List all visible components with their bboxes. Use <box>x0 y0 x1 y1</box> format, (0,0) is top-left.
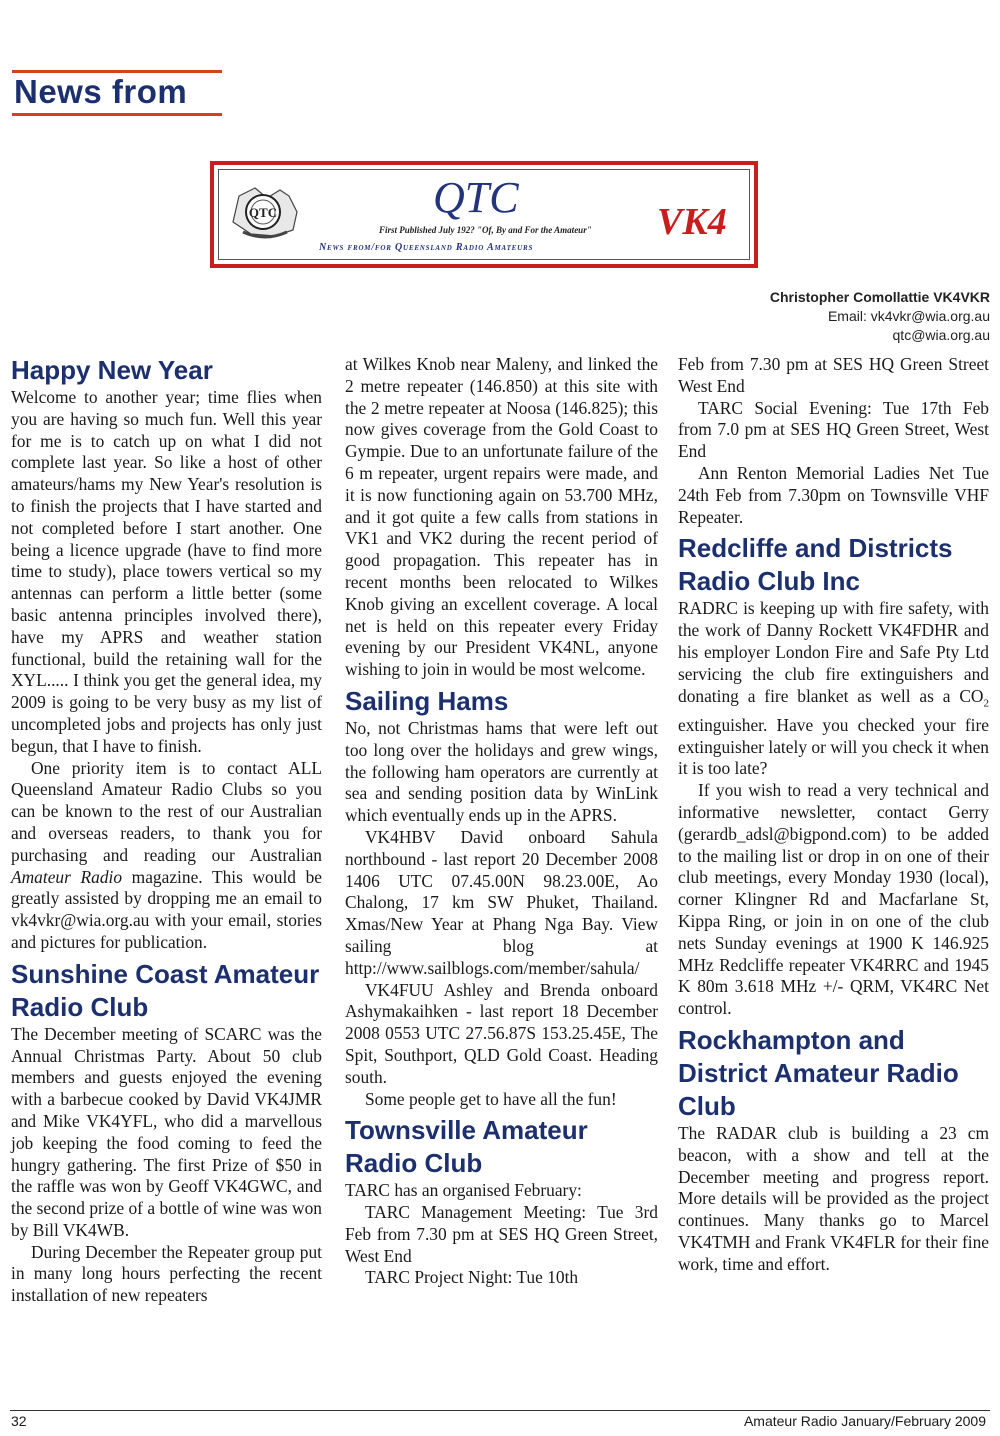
byline <box>770 288 990 345</box>
svg-text:QTC: QTC <box>248 205 278 220</box>
paragraph: VK4FUU Ashley and Brenda onboard Ashymakaihken - last report 18 December 2008 0553 UTC 27.56.87S 153.25.45E, The Spit, Southport, QLD Gold Coast. Heading south. <box>345 979 658 1087</box>
page-number: 32 <box>11 1413 27 1429</box>
heading-rockhampton: Rockhampton and District Amateur Radio Club <box>678 1024 959 1121</box>
paragraph: TARC has an organised February: <box>345 1180 582 1201</box>
heading-happy-new-year: Happy New Year <box>11 355 213 385</box>
paragraph: TARC Management Meeting: Tue 3rd Feb from 7.30 pm at SES HQ Green Street, West End <box>345 1202 658 1266</box>
paragraph: If you wish to read a very technical and informative newsletter, contact Gerry (gerardb_adsl@bigpond.com) to be added to the mailing list or drop in on one of their club meetings, every Monday 1930 (local), corner Klingner Rd and Macfarlane St, Kippa Ring, or join in on one of the club nets Sunday evenings at 1900 K 146.925 MHz Redcliffe repeater VK4RRC and 1945 K 80m 3.618 MHz +/- QRM, VK4RC Net control. <box>678 780 989 1019</box>
column-1 <box>11 354 322 1308</box>
paragraph: The December meeting of SCARC was the Annual Christmas Party. About 50 club members and guests enjoyed the evening with a barbecue cooked by David VK4JMR and Mike VK4YFL, who did a marvellous job keeping the food coming to feed the hungry gathering. The first Prize of $50 in the raffle was won by Geoff VK4GWC, and the second prize of a bottle of wine was won by Bill VK4WB. <box>11 1023 322 1240</box>
qtc-tagline: First Published July 192? "Of, By and For the Amateur" <box>379 225 592 235</box>
paragraph: The RADAR club is building a 23 cm beacon, with a show and tell at the December meeting and progress report. More details will be provided as the project continues. Many thanks go to Marcel VK4TMH and Frank VK4FLR for their fine work, time and effort. <box>678 1122 989 1274</box>
header-rule-bottom <box>12 113 222 116</box>
footer-rule <box>10 1410 990 1411</box>
magazine-issue: Amateur Radio January/February 2009 <box>743 1413 986 1429</box>
paragraph: Some people get to have all the fun! <box>365 1088 617 1109</box>
paragraph: TARC Project Night: Tue 10th <box>365 1267 579 1288</box>
paragraph: RADRC is keeping up with fire safety, with the work of Danny Rockett VK4FDHR and his employer London Fire and Safe Pty Ltd servicing the club fire extinguishers and donating a fire blanket as well as a $CO_2$ extinguisher. Have you checked your fire extinguisher lately or will you check it when it is too late? <box>678 598 989 779</box>
qtc-subtitle: News from/for Queensland Radio Amateurs <box>319 242 534 253</box>
paragraph: at Wilkes Knob near Maleny, and linked the 2 metre repeater (146.850) at this site with the 2 metre repeater at Noosa (146.825); this now gives coverage from the Gold Coast to Gympie. Due to an unfortunate failure of the 6 m repeater, urgent repairs were made, and it is now functioning again on 53.700 MHz, and it got quite a few calls from stations in VK1 and VK2 during the recent period of good propagation. This repeater has in recent months been relocated to Wilkes Knob giving an excellent coverage. A local net is held on this repeater every Friday evening by our President VK4NL, anyone wishing to join in would be most welcome. <box>345 354 658 680</box>
paragraph: Feb from 7.30 pm at SES HQ Green Street West End <box>678 354 989 396</box>
byline-email: Email: vk4vkr@wia.org.au <box>827 308 990 324</box>
paragraph: One priority item is to contact ALL Queensland Amateur Radio Clubs so you can be known to the rest of our Australian and overseas readers, to thank you for purchasing and reading our Australian Amateur Radio magazine. This would be greatly assisted by dropping me an email to vk4vkr@wia.org.au with your email, stories and pictures for publication. <box>11 757 323 952</box>
heading-townsville: Townsville Amateur Radio Club <box>345 1115 588 1179</box>
paragraph: VK4HBV David onboard Sahula northbound - last report 20 December 2008 1406 UTC 07.45.00N 98.23.00E, Ao Chalong, 17 km SW Phuket, Thailand. Xmas/New Year at Phang Nga Bay. View sailing blog at http://www.sailblogs.com/member/sahula/ <box>345 826 658 978</box>
paragraph: Ann Renton Memorial Ladies Net Tue 24th Feb from 7.30pm on Townsville VHF Repeater. <box>678 462 989 527</box>
paragraph: During December the Repeater group put in many long hours perfecting the recent installation of new repeaters <box>11 1241 322 1306</box>
qtc-banner <box>210 161 758 268</box>
heading-redcliffe: Redcliffe and Districts Radio Club Inc <box>678 533 953 597</box>
heading-sailing-hams: Sailing Hams <box>345 685 509 716</box>
page-title: News from <box>14 73 188 110</box>
qtc-region: VK4 <box>657 201 727 243</box>
paragraph: Welcome to another year; time flies when you are having so much fun. Well this year for me is to catch up on what I did not complete last year. So like a host of other amateurs/hams my New Year's resolution is to finish the projects that I have started and not completed before I start another. One being a licence upgrade (have to find more time to study), place towers vertical so my antennas can perform a little better (some basic antenna principles involved there), have my APRS and weather station functional, build the retaining wall for the XYL..... I think you get the general idea, my 2009 is going to be very busy as my list of uncompleted jobs and projects has only just begun, that I have to finish. <box>11 387 322 756</box>
paragraph: No, not Christmas hams that were left out too long over the holidays and grew wings, the following ham operators are currently at sea and sending position data by WinLink which eventually ends up in the APRS. <box>345 717 658 826</box>
heading-sunshine-coast: Sunshine Coast Amateur Radio Club <box>11 958 320 1022</box>
qtc-title: QTC <box>433 173 519 222</box>
paragraph: TARC Social Evening: Tue 17th Feb from 7.0 pm at SES HQ Green Street, West End <box>678 397 989 462</box>
column-2 <box>345 354 658 1289</box>
byline-email-qtc: qtc@wia.org.au <box>892 327 990 343</box>
column-3 <box>678 354 989 1276</box>
byline-author: Christopher Comollattie VK4VKR <box>769 289 990 305</box>
qtc-club-logo <box>225 182 315 242</box>
